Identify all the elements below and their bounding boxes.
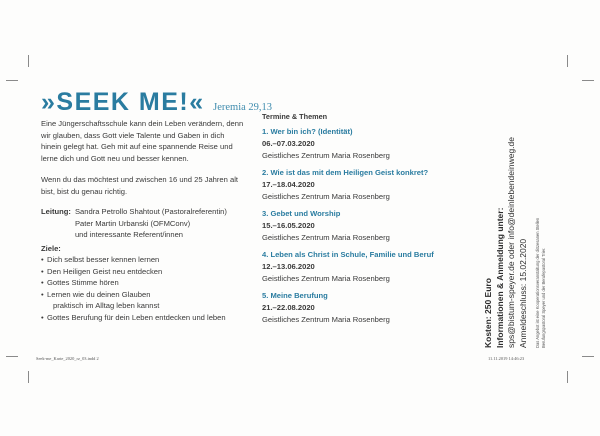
crop-mark xyxy=(582,80,594,81)
event-date: 06.–07.03.2020 xyxy=(262,139,315,148)
crop-mark xyxy=(28,371,29,383)
bible-reference: Jeremia 29,13 xyxy=(213,102,273,113)
event-title: 2. Wie ist das mit dem Heiligen Geist konkret? xyxy=(262,168,429,177)
event-place: Geistliches Zentrum Maria Rosenberg xyxy=(262,192,390,201)
event-title: 1. Wer bin ich? (Identität) xyxy=(262,127,353,136)
event-2 xyxy=(262,167,428,203)
list-item: • Gottes Stimme hören xyxy=(41,277,226,289)
deadline-line: Anmeldeschluss: 15.02.2020 xyxy=(517,238,528,348)
event-date: 12.–13.06.2020 xyxy=(262,262,315,271)
note-line: Das Angebot ist eine Kooperationsveranstaltung der diözesanen Stellen xyxy=(535,217,540,348)
email-line: sps@bistum-speyer.de oder info@deinlebendeinweg.de xyxy=(506,137,516,348)
intro-paragraph: Eine Jüngerschaftsschule kann dein Leben verändern, denn wir glauben, dass Gott viele Talente und Gaben in dich hinein gelegt hat. Geh mit auf eine spannende Reise und lerne dich und Gott neu und besser kennen. xyxy=(41,119,244,163)
ziele-list xyxy=(41,254,226,324)
leitung-name: Sandra Petrollo Shahtout (Pastoralreferentin) xyxy=(74,207,227,216)
crop-mark xyxy=(582,356,594,357)
event-place: Geistliches Zentrum Maria Rosenberg xyxy=(262,315,390,324)
list-item: • Lernen wie du deinen Glauben xyxy=(41,289,226,301)
crop-mark xyxy=(28,55,29,67)
termine-heading: Termine & Themen xyxy=(262,112,328,121)
event-title: 3. Gebet und Worship xyxy=(262,209,341,218)
leitung-name: Pater Martin Urbanski (OFMConv) xyxy=(74,218,191,228)
cooperation-note xyxy=(535,218,547,348)
event-place: Geistliches Zentrum Maria Rosenberg xyxy=(262,151,390,160)
leitung-name: und interessante Referent/innen xyxy=(74,230,184,240)
audience-paragraph: Wenn du das möchtest und zwischen 16 und 25 Jahren alt bist, bist du genau richtig. xyxy=(41,175,238,196)
list-item-continuation: praktisch im Alltag leben kannst xyxy=(53,301,160,311)
ziele-label: Ziele: xyxy=(41,244,61,253)
event-title: 5. Meine Berufung xyxy=(262,291,328,300)
crop-mark xyxy=(567,55,568,67)
timestamp-slug: 11.11.2019 14:46:23 xyxy=(488,356,525,361)
leitung-label: Leitung: xyxy=(41,207,71,216)
event-1 xyxy=(262,126,390,162)
title-line xyxy=(41,88,272,117)
event-3 xyxy=(262,208,390,244)
crop-mark xyxy=(6,356,18,357)
kosten-block xyxy=(483,137,529,348)
event-date: 17.–18.04.2020 xyxy=(262,180,315,189)
event-date: 15.–16.05.2020 xyxy=(262,221,315,230)
event-place: Geistliches Zentrum Maria Rosenberg xyxy=(262,233,390,242)
crop-mark xyxy=(567,371,568,383)
leitung-block xyxy=(41,206,227,241)
event-place: Geistliches Zentrum Maria Rosenberg xyxy=(262,274,390,283)
event-title: 4. Leben als Christ in Schule, Familie und Beruf xyxy=(262,250,434,259)
event-date: 21.–22.08.2020 xyxy=(262,303,315,312)
page-title: »SEEK ME!« xyxy=(41,88,205,116)
file-slug: Seek-me_Karte_2020_rz_03.indd 2 xyxy=(36,356,99,361)
info-line: Informationen & Anmeldung unter: xyxy=(494,207,505,348)
event-4 xyxy=(262,249,434,285)
note-line: Berufungspastoral Speyer und der Berufepastoral Trier. xyxy=(541,247,547,348)
list-item: • Gottes Berufung für dein Leben entdecken und leben xyxy=(41,312,226,324)
event-5 xyxy=(262,290,390,326)
list-item: • Dich selbst besser kennen lernen xyxy=(41,254,226,266)
crop-mark xyxy=(6,80,18,81)
list-item: • Den Heiligen Geist neu entdecken xyxy=(41,266,226,278)
kosten-line: Kosten: 250 Euro xyxy=(483,278,493,348)
